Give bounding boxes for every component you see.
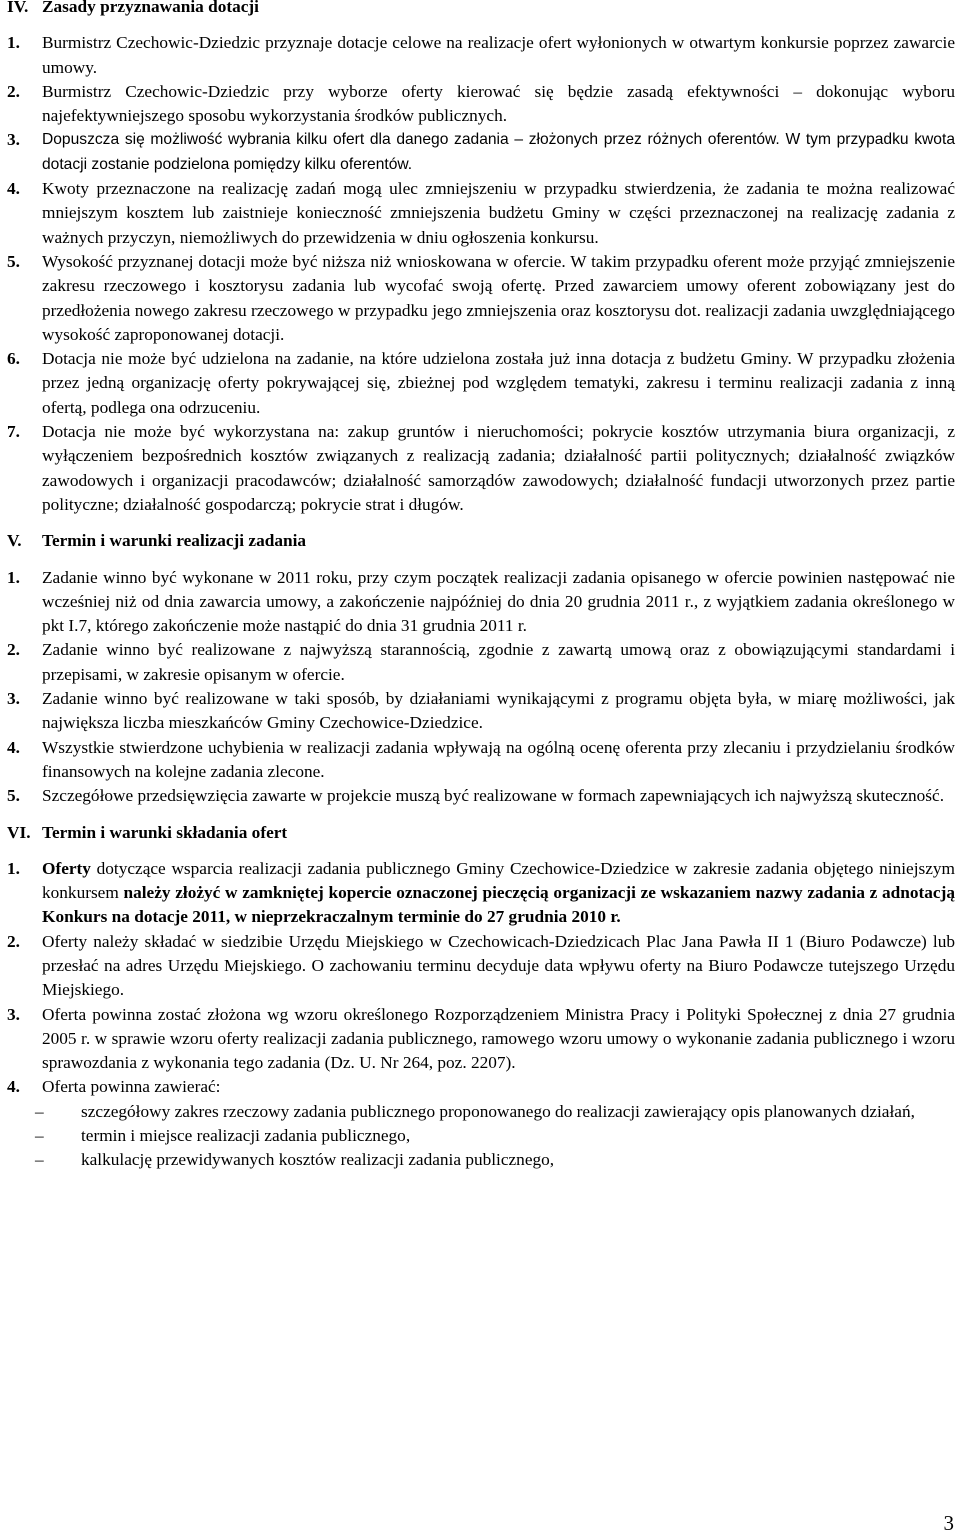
- list-item: [7, 736, 955, 785]
- item-number: 4.: [7, 179, 20, 199]
- item-text: Dotacja nie może być wykorzystana na: zakup gruntów i nieruchomości; pokrycie kosztów utrzymania biura organizacji, z wyłączeniem bezpośrednich kosztów związanych z realizacją zadania; działalność partii politycznych; działalność związków zawodowych i organizacji pracodawców; działalność samorządów zawodowych; działalność fundacji utworzonych przez partie polityczne; działalność gospodarczą; pokrycie strat i długów.: [42, 422, 955, 514]
- section-number: V.: [7, 531, 22, 551]
- list-item: [7, 177, 955, 250]
- item-number: 7.: [7, 422, 20, 442]
- list-item: [7, 1075, 955, 1099]
- item-number: 2.: [7, 81, 20, 101]
- document-content: [7, 0, 955, 1173]
- section-heading-vi: [7, 821, 955, 845]
- item-text-normal: dotyczące wsparcia realizacji zadania publicznego Gminy Czechowice-Dziedzice w zakresie zadania objętego niniejszym konkursem: [42, 858, 955, 903]
- dash-bullet: –: [35, 1126, 44, 1146]
- list-item: [7, 857, 955, 930]
- item-number: 4.: [7, 737, 20, 757]
- item-number: 3.: [7, 130, 20, 150]
- list-item: [7, 80, 955, 129]
- item-text-bold-start: Oferty: [42, 858, 91, 878]
- dash-list-item: [35, 1100, 955, 1124]
- dash-item-text: termin i miejsce realizacji zadania publicznego,: [81, 1126, 411, 1146]
- item-number: 1.: [7, 858, 20, 878]
- dash-list-item: [35, 1148, 955, 1172]
- item-number: 2.: [7, 640, 20, 660]
- item-text: Zadanie winno być wykonane w 2011 roku, przy czym początek realizacji zadania opisanego w ofercie powinien następować nie wcześniej niż od dnia zawarcia umowy, a zakończenie najpóźniej do dnia 20 grudnia 2011 r., z wyjątkiem zadania określonego w pkt I.7, którego zakończenie może nastąpić do dnia 31 grudnia 2011 r.: [42, 567, 955, 636]
- list-item: [7, 420, 955, 517]
- dash-item-text: szczegółowy zakres rzeczowy zadania publicznego proponowanego do realizacji zawierający opis planowanych działań,: [81, 1101, 915, 1121]
- item-text: Burmistrz Czechowic-Dziedzic przy wyborze oferty kierować się będzie zasadą efektywności – dokonując wyboru najefektywniejszego sposobu wykorzystania środków publicznych.: [42, 81, 955, 126]
- section-number: IV.: [7, 0, 29, 16]
- list-item: [7, 687, 955, 736]
- item-number: 1.: [7, 33, 20, 53]
- item-text-bold-end: należy złożyć w zamkniętej kopercie oznaczonej pieczęcią organizacji ze wskazaniem nazwy zadania z adnotacją Konkurs na dotacje 2011, w nieprzekraczalnym terminie do 27 grudnia 2010 r.: [42, 883, 955, 927]
- item-text: Zadanie winno być realizowane w taki sposób, by działaniami wynikającymi z programu objęta była, w miarę możliwości, jak największa liczba mieszkańców Gminy Czechowice-Dziedzice.: [42, 689, 955, 733]
- list-item: [7, 347, 955, 420]
- item-text: [42, 857, 955, 930]
- list-item: [7, 1003, 955, 1076]
- item-text: Wszystkie stwierdzone uchybienia w realizacji zadania wpływają na ogólną ocenę oferenta przy zlecaniu i przydzielaniu środków finansowych na kolejne zadania zlecone.: [42, 737, 955, 781]
- item-text: Zadanie winno być realizowane z najwyższą starannością, zgodnie z zawartą umową oraz z obowiązującymi standardami i przepisami, w zakresie opisanym w ofercie.: [42, 640, 955, 684]
- section-number: VI.: [7, 822, 31, 842]
- list-item: [7, 566, 955, 639]
- item-number: 4.: [7, 1077, 20, 1097]
- item-text: Dopuszcza się możliwość wybrania kilku ofert dla danego zadania – złożonych przez różnych oferentów. W tym przypadku kwota dotacji zostanie podzielona pomiędzy kilku oferentów.: [42, 131, 955, 173]
- item-number: 3.: [7, 689, 20, 709]
- dash-item-text: kalkulację przewidywanych kosztów realizacji zadania publicznego,: [81, 1150, 555, 1170]
- item-text: Kwoty przeznaczone na realizację zadań mogą ulec zmniejszeniu w przypadku stwierdzenia, że zadania te można realizować mniejszym kosztem lub zaistnieje konieczność zmniejszenia budżetu Gminy w części przeznaczonej na realizację zadania z ważnych przyczyn, niemożliwych do przewidzenia w dniu ogłoszenia konkursu.: [42, 179, 955, 247]
- list-item: [7, 128, 955, 177]
- list-item: [7, 638, 955, 687]
- item-number: 5.: [7, 786, 20, 806]
- dash-list-item: [35, 1124, 955, 1148]
- dash-bullet: –: [35, 1150, 44, 1170]
- item-text: Wysokość przyznanej dotacji może być niższa niż wnioskowana w ofercie. W takim przypadku oferent może przyjąć zmniejszenie zakresu rzeczowego i kosztorysu zadania lub wycofać swoją ofertę. Przed zawarciem umowy oferent zobowiązany jest do przedłożenia nowego zakresu rzeczowego w przypadku jego zmniejszenia oraz kosztorysu dot. realizacji zadania uwzględniającego wysokość zaproponowanej dotacji.: [42, 251, 955, 344]
- dash-bullet: –: [35, 1101, 44, 1121]
- section-title: Zasady przyznawania dotacji: [42, 0, 259, 16]
- item-number: 6.: [7, 349, 20, 369]
- item-text: Burmistrz Czechowic-Dziedzic przyznaje dotacje celowe na realizacje ofert wyłonionych w otwartym konkursie poprzez zawarcie umowy.: [42, 33, 955, 77]
- item-number: 5.: [7, 251, 20, 271]
- list-item: [7, 930, 955, 1003]
- section-title: Termin i warunki realizacji zadania: [42, 531, 307, 551]
- item-number: 3.: [7, 1004, 20, 1024]
- item-text: Dotacja nie może być udzielona na zadanie, na które udzielona została już inna dotacja z budżetu Gminy. W przypadku złożenia przez jedną organizację oferty pokrywającej się, zbieżnej pod względem tematyki, zakresu i terminu realizacji zadania z inną ofertą, podlega ona odrzuceniu.: [42, 349, 955, 417]
- item-text: Szczegółowe przedsięwzięcia zawarte w projekcie muszą być realizowane w formach zapewniających ich najwyższą skuteczność.: [42, 786, 945, 806]
- item-text: Oferty należy składać w siedzibie Urzędu Miejskiego w Czechowicach-Dziedzicach Plac Jana Pawła II 1 (Biuro Podawcze) lub przesłać na adres Urzędu Miejskiego. O zachowaniu terminu decyduje data wpływu oferty na Biuro Podawcze tutejszego Urzędu Miejskiego.: [42, 931, 955, 1000]
- page-number: 3: [943, 1510, 954, 1535]
- item-text: Oferta powinna zostać złożona wg wzoru określonego Rozporządzeniem Ministra Pracy i Polityki Społecznej z dnia 27 grudnia 2005 r. w sprawie wzoru oferty realizacji zadania publicznego, ramowego wzoru umowy o wykonanie zadania publicznego i wzoru sprawozdania z wykonania tego zadania (Dz. U. Nr 264, poz. 2207).: [42, 1004, 955, 1073]
- item-number: 2.: [7, 931, 20, 951]
- list-item: [7, 31, 955, 80]
- list-item: [7, 250, 955, 347]
- section-heading-v: [7, 529, 955, 553]
- section-title: Termin i warunki składania ofert: [42, 822, 288, 842]
- section-heading-iv: [7, 0, 955, 19]
- item-number: 1.: [7, 567, 20, 587]
- list-item: [7, 784, 955, 808]
- item-text: Oferta powinna zawierać:: [42, 1077, 221, 1097]
